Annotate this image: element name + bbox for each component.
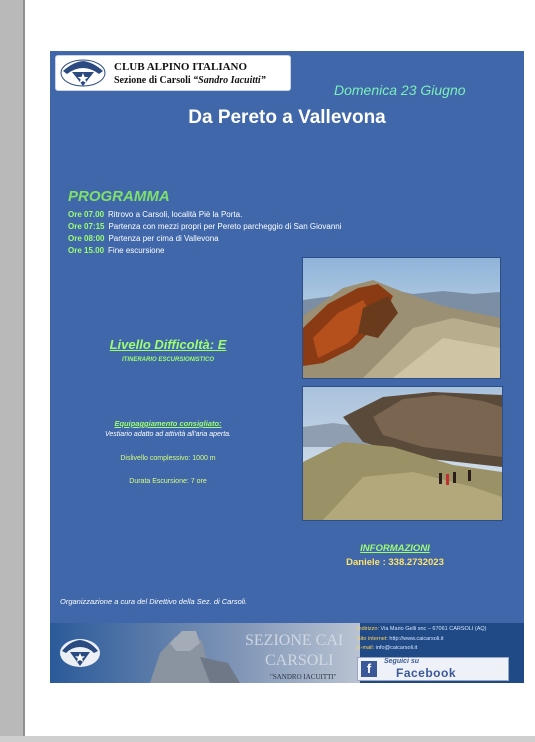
section-name [114, 75, 266, 86]
banner-watermark-line2: CARSOLI [265, 652, 334, 669]
equipment-value: Vestiario adatto ad attività all'aria aperta. [105, 431, 231, 438]
programma-text: Partenza per cima di Vallevona [108, 234, 219, 243]
elevation-gain: Dislivello complessivo: 1000 m [120, 455, 216, 462]
cai-star-emblem-icon [59, 58, 107, 88]
club-logo-header [56, 56, 290, 90]
footer-banner [50, 623, 524, 683]
banner-watermark-line3: "SANDRO IACUITTI" [270, 673, 337, 681]
contact-site [357, 635, 487, 645]
section-dedication: “Sandro Iacuitti” [193, 75, 266, 86]
programma-time: Ore 08:00 [68, 234, 105, 243]
programma-time: Ore 07.00 [68, 210, 105, 219]
programma-time: Ore 15.00 [68, 246, 105, 255]
viewer-bottom-strip [0, 736, 535, 742]
programma-text: Ritrovo a Carsoli, località Piè la Porta. [108, 210, 243, 219]
site-key: Sito internet: [357, 635, 388, 642]
viewer-gutter [0, 0, 23, 742]
programma-title: PROGRAMMA [68, 188, 170, 205]
mountain-photo-autumn [302, 257, 501, 379]
email-link[interactable]: info@caicarsoli.it [375, 645, 418, 651]
difficulty-subtitle: ITINERARIO ESCURSIONISTICO [121, 357, 214, 363]
event-poster [50, 51, 524, 683]
info-contact: Daniele : 338.2732023 [346, 557, 444, 568]
facebook-follow-button[interactable] [357, 657, 509, 681]
facebook-icon: f [361, 661, 377, 677]
banner-watermark-line1: SEZIONE CAI [245, 632, 344, 649]
banner-artwork [50, 623, 360, 683]
programma-item [68, 245, 342, 257]
organization-note: Organizzazione a cura del Direttivo della Sez. di Carsoli. [60, 597, 248, 606]
facebook-follow-label: Seguici su [384, 658, 420, 665]
mountain-photo-hikers [302, 386, 503, 521]
contact-address [357, 625, 487, 635]
programma-item [68, 221, 342, 233]
difficulty-level: Livello Difficoltà: E [109, 337, 227, 352]
hike-duration: Durata Escursione: 7 ore [129, 478, 207, 485]
event-title: Da Pereto a Vallevona [188, 107, 386, 128]
club-name: CLUB ALPINO ITALIANO [114, 61, 248, 73]
address-value: Via Mario Gelli snc – 67061 CARSOLI (AQ) [380, 626, 487, 632]
programma-item [68, 209, 342, 221]
email-key: E-mail: [357, 645, 375, 651]
section-prefix: Sezione di Carsoli [114, 75, 191, 86]
programma-text: Fine escursione [108, 246, 165, 255]
equipment-title: Equipaggiamento consigliato: [114, 419, 222, 428]
contact-email [357, 644, 487, 654]
programma-list [68, 209, 342, 257]
programma-time: Ore 07:15 [68, 222, 105, 231]
programma-text: Partenza con mezzi propri per Pereto parcheggio di San Giovanni [108, 222, 342, 231]
programma-item [68, 233, 342, 245]
event-date: Domenica 23 Giugno [334, 82, 466, 98]
address-key: Indirizzo: [357, 626, 380, 632]
contact-block [357, 625, 487, 654]
info-title: INFORMAZIONI [360, 543, 430, 554]
site-link[interactable]: http://www.caicarsoli.it [389, 635, 444, 642]
facebook-name: Facebook [396, 666, 457, 680]
